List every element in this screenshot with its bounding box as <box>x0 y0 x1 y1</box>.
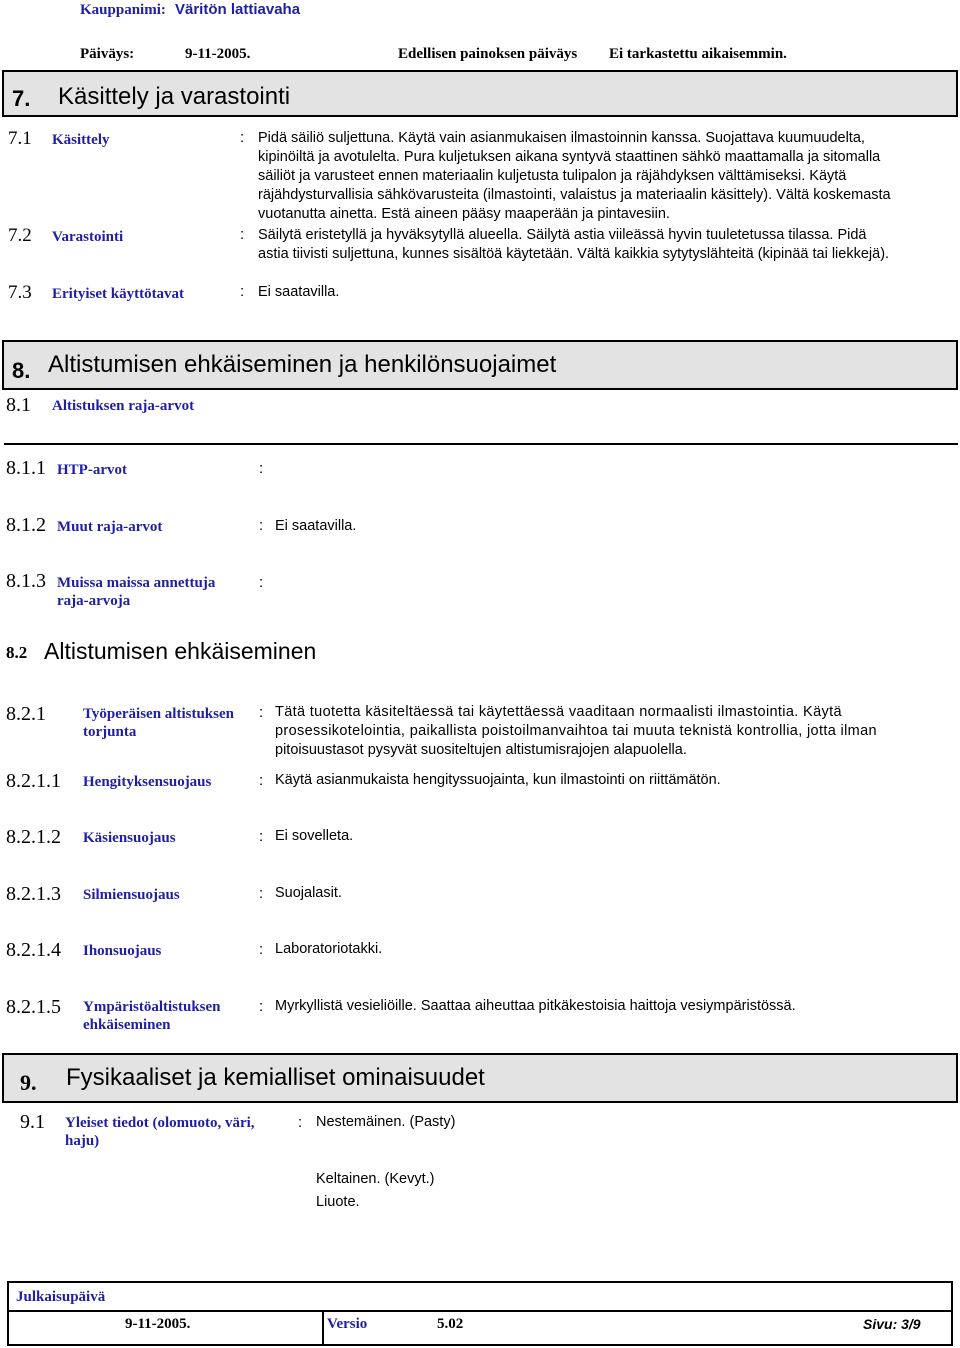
section-divider <box>4 443 958 445</box>
item-7-1-line: Pidä säiliö suljettuna. Käytä vain asianmukaisen ilmastoinnin kanssa. Suojattava kuumuudelta, <box>258 130 865 146</box>
item-7-1-text <box>258 129 958 224</box>
item-8-2-1-1-number: 8.2.1.1 <box>6 770 61 792</box>
item-8-2-1-4-number: 8.2.1.4 <box>6 939 61 961</box>
item-8-2-number: 8.2 <box>6 643 28 662</box>
section-8-title: Altistumisen ehkäiseminen ja henkilönsuojaimet <box>48 351 557 378</box>
item-8-2-1-label-line: Työperäisen altistuksen <box>83 706 234 722</box>
item-8-2-1-label-line: torjunta <box>83 724 137 740</box>
item-8-1-2-number: 8.1.2 <box>6 514 46 536</box>
section-7-number: 7. <box>12 86 31 111</box>
section-9-title: Fysikaaliset ja kemialliset ominaisuudet <box>66 1064 485 1091</box>
item-8-2-1-text <box>275 703 958 760</box>
section-9-header <box>2 1053 958 1103</box>
pub-date-label: Julkaisupäivä <box>16 1289 106 1305</box>
item-7-2-line: Säilytä eristetyllä ja hyväksytyllä alueella. Säilytä astia viileässä hyvin tuuletetussa tilassa. Pidä <box>258 227 867 243</box>
item-8-1-3-label-line: raja-arvoja <box>57 593 131 609</box>
footer-col-divider <box>322 1310 324 1344</box>
item-8-1-1-label: HTP-arvot <box>57 462 127 478</box>
item-7-3-text: Ei saatavilla. <box>258 284 340 300</box>
date-value: 9-11-2005. <box>185 46 251 62</box>
item-8-2-1-line: prosessikotelointia, paikallista poistoilmanvaihtoa tai muuta teknistä kontrollia, jotta ilman <box>275 723 877 739</box>
item-8-2-1-5-value: Myrkyllistä vesieliöille. Saattaa aiheuttaa pitkäkestoisia haittoja vesiympäristössä. <box>275 998 796 1014</box>
item-7-2-line: astia tiivisti suljettuna, kunnes sisältöä käytetään. Vältä kaikkia sytytyslähteitä (kipinää tai liekkejä). <box>258 246 890 262</box>
version-label: Versio <box>327 1316 368 1332</box>
footer-divider <box>9 1310 951 1312</box>
item-7-1-colon: : <box>240 129 245 146</box>
item-8-2-1-1-value: Käytä asianmukaista hengityssuojainta, kun ilmastointi on riittämätön. <box>275 772 721 788</box>
trade-name-value: Väritön lattiavaha <box>175 1 301 18</box>
item-8-1-label: Altistuksen raja-arvot <box>52 398 195 414</box>
item-8-2-1-2-label: Käsiensuojaus <box>83 830 176 846</box>
item-8-2-1-2-colon: : <box>259 828 264 845</box>
item-7-1-label: Käsittely <box>52 132 110 148</box>
item-7-3-colon: : <box>240 283 245 300</box>
footer-box <box>7 1281 953 1346</box>
section-8-number: 8. <box>12 358 31 383</box>
item-8-2-1-4-value: Laboratoriotakki. <box>275 941 383 957</box>
item-8-1-2-value: Ei saatavilla. <box>275 518 357 534</box>
item-8-1-1-number: 8.1.1 <box>6 457 46 479</box>
item-8-2-1-3-colon: : <box>259 885 264 902</box>
item-9-1-value-state: Nestemäinen. (Pasty) <box>316 1114 456 1130</box>
date-label: Päiväys: <box>80 46 135 62</box>
item-8-2-1-3-label: Silmiensuojaus <box>83 887 180 903</box>
item-8-2-1-4-colon: : <box>259 941 264 958</box>
item-7-3-label: Erityiset käyttötavat <box>52 286 185 302</box>
item-8-2-1-2-number: 8.2.1.2 <box>6 826 61 848</box>
item-8-2-1-number: 8.2.1 <box>6 703 46 725</box>
item-8-2-1-5-label <box>83 998 221 1034</box>
item-8-2-1-5-colon: : <box>259 998 264 1015</box>
item-7-2-label: Varastointi <box>52 229 124 245</box>
section-9-number: 9. <box>20 1070 37 1095</box>
prev-print-label: Edellisen painoksen päiväys <box>398 46 578 62</box>
item-7-3-number: 7.3 <box>8 282 32 303</box>
item-8-2-1-5-label-line: ehkäiseminen <box>83 1017 171 1033</box>
item-9-1-label <box>65 1114 255 1150</box>
item-8-2-1-line: Tätä tuotetta käsiteltäessä tai käytettäessä vaaditaan normaalisti ilmastointia. Käytä <box>275 704 842 720</box>
pub-date-value: 9-11-2005. <box>125 1316 191 1332</box>
item-8-2-1-1-label: Hengityksensuojaus <box>83 774 212 790</box>
item-7-1-line: vuotanutta ainetta. Estä aineen pääsy maaperään ja pintavesiin. <box>258 206 670 222</box>
item-7-2-text <box>258 226 958 264</box>
item-9-1-colon: : <box>298 1114 303 1131</box>
page-number: Sivu: 3/9 <box>863 1316 921 1332</box>
item-7-1-number: 7.1 <box>8 128 32 149</box>
trade-name-label: Kauppanimi: <box>80 2 166 18</box>
item-7-1-line: kipinöiltä ja avotulelta. Pura kuljetuksen aikana syntyvä staattinen sähkö maattamalla ja sitomalla <box>258 149 881 165</box>
item-8-2-title: Altistumisen ehkäiseminen <box>44 638 317 664</box>
section-8-header <box>2 340 958 390</box>
item-8-1-3-colon: : <box>259 574 264 591</box>
item-8-2-1-3-value: Suojalasit. <box>275 885 342 901</box>
item-8-2-1-3-number: 8.2.1.3 <box>6 883 61 905</box>
item-9-1-label-line: haju) <box>65 1133 100 1149</box>
item-8-1-2-colon: : <box>259 517 264 534</box>
item-9-1-number: 9.1 <box>20 1111 45 1133</box>
item-8-2-1-label <box>83 705 234 741</box>
item-8-1-2-label: Muut raja-arvot <box>57 519 163 535</box>
version-value: 5.02 <box>437 1316 464 1332</box>
section-7-header <box>2 70 958 117</box>
item-8-1-3-label <box>57 574 215 610</box>
item-8-2-1-5-number: 8.2.1.5 <box>6 996 61 1018</box>
item-8-2-1-2-value: Ei sovelleta. <box>275 828 354 844</box>
item-8-2-1-line: pitoisuustasot pysyvät suositeltujen altistumisrajojen alapuolella. <box>275 742 687 758</box>
item-9-1-value-color: Keltainen. (Kevyt.) <box>316 1171 435 1187</box>
item-8-2-1-4-label: Ihonsuojaus <box>83 943 162 959</box>
item-7-2-number: 7.2 <box>8 225 32 246</box>
item-8-2-1-1-colon: : <box>259 772 264 789</box>
item-7-2-colon: : <box>240 226 245 243</box>
item-7-1-line: säiliöt ja varusteet ennen materiaalin kuljetusta tulipalon ja räjähdyksen välttämiseksi. Käytä <box>258 168 847 184</box>
prev-print-value: Ei tarkastettu aikaisemmin. <box>609 46 787 62</box>
section-7-title: Käsittely ja varastointi <box>58 83 291 110</box>
item-8-1-number: 8.1 <box>6 394 31 416</box>
item-8-1-3-label-line: Muissa maissa annettuja <box>57 575 216 591</box>
item-8-2-1-colon: : <box>259 704 264 721</box>
item-8-2-1-5-label-line: Ympäristöaltistuksen <box>83 999 221 1015</box>
item-9-1-value-odor: Liuote. <box>316 1194 360 1210</box>
item-8-1-3-number: 8.1.3 <box>6 570 46 592</box>
item-8-1-1-colon: : <box>259 460 264 477</box>
item-7-1-line: räjähdysturvallisia sähkövarusteita (ilmastointi, valaistus ja materiaalin käsittely). Vältä koskemasta <box>258 187 891 203</box>
item-9-1-label-line: Yleiset tiedot (olomuoto, väri, <box>65 1115 255 1131</box>
